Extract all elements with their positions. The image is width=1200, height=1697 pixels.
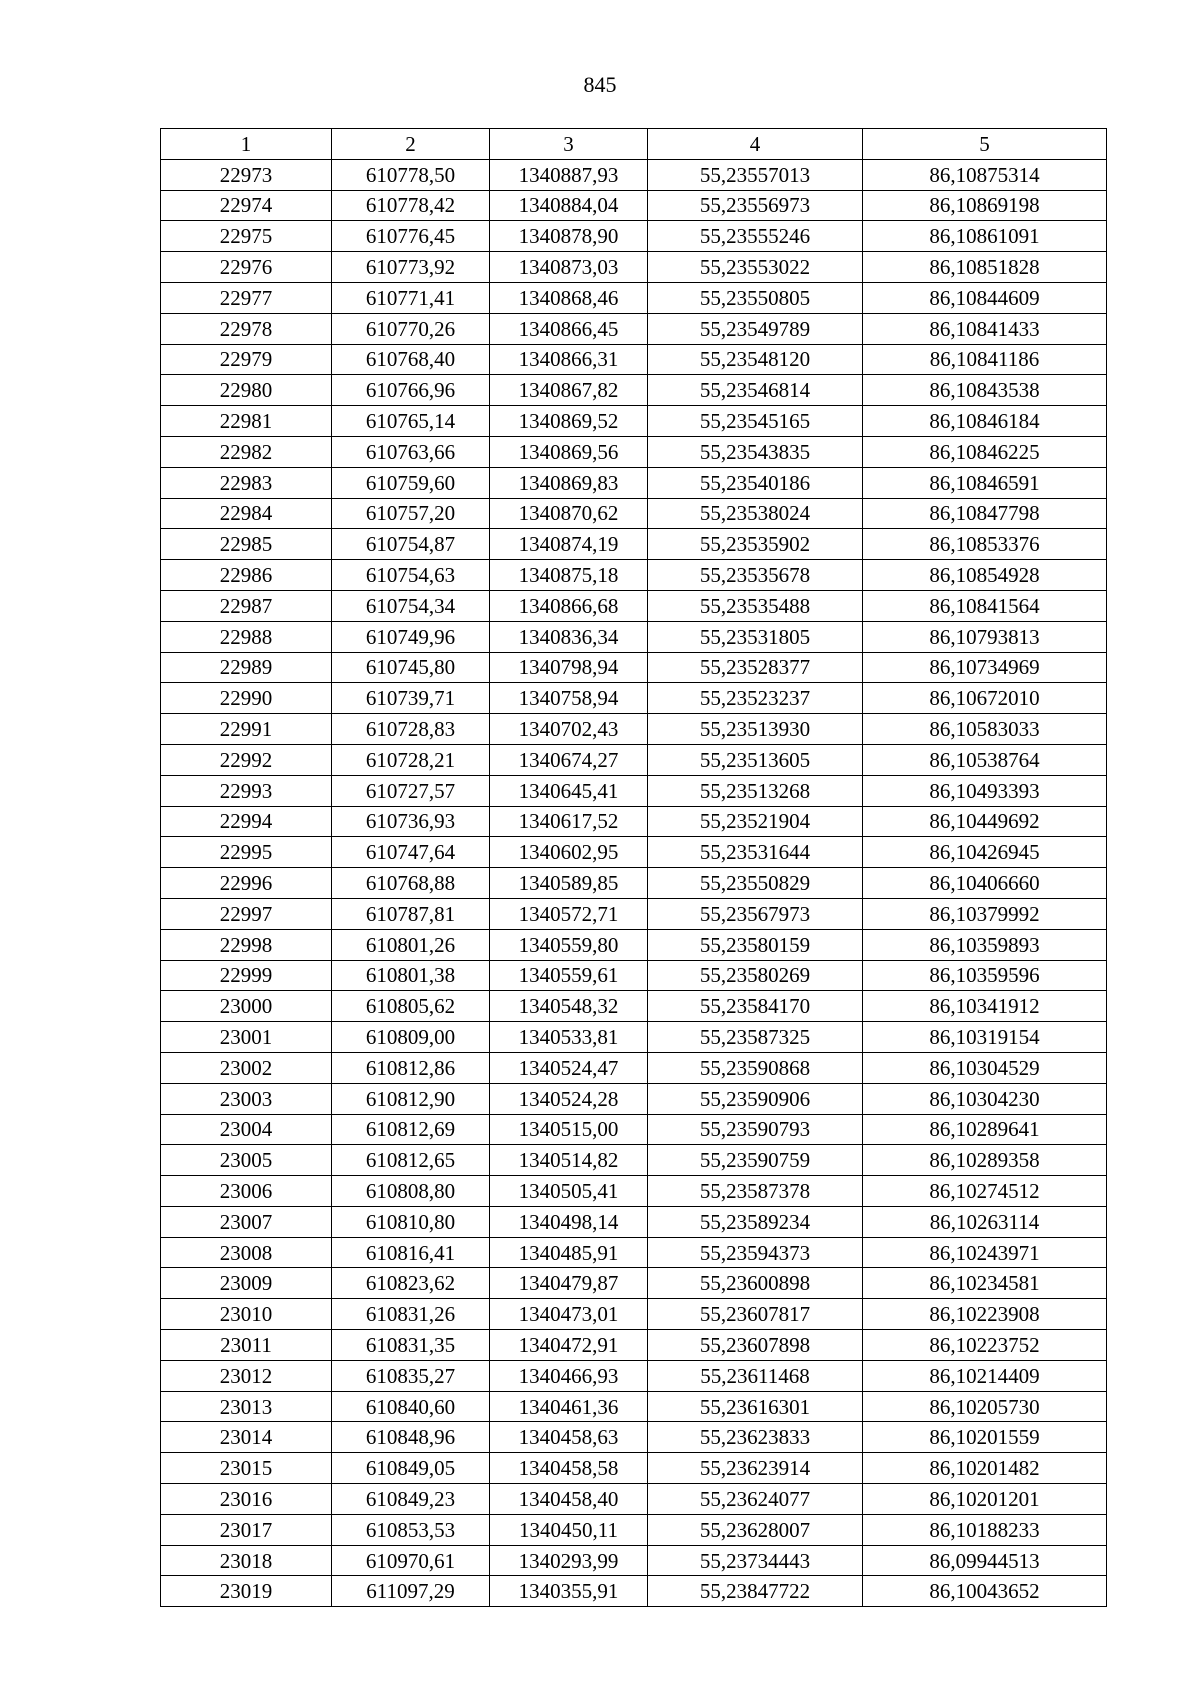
table-cell: 86,10201559: [863, 1422, 1107, 1453]
table-cell: 86,10734969: [863, 652, 1107, 683]
table-cell: 55,23580269: [648, 960, 863, 991]
table-cell: 23016: [161, 1484, 332, 1515]
table-cell: 1340293,99: [490, 1545, 648, 1576]
table-cell: 1340450,11: [490, 1514, 648, 1545]
table-cell: 86,10493393: [863, 775, 1107, 806]
table-row: [161, 590, 1107, 621]
table-cell: 610749,96: [332, 621, 490, 652]
table-cell: 86,10844609: [863, 282, 1107, 313]
table-cell: 1340466,93: [490, 1360, 648, 1391]
table-cell: 55,23531644: [648, 837, 863, 868]
column-header: 5: [863, 129, 1107, 160]
table-cell: 1340498,14: [490, 1206, 648, 1237]
table-cell: 55,23616301: [648, 1391, 863, 1422]
table-row: [161, 1422, 1107, 1453]
table-cell: 55,23548120: [648, 344, 863, 375]
column-header: 3: [490, 129, 648, 160]
table-cell: 86,10853376: [863, 529, 1107, 560]
column-header: 2: [332, 129, 490, 160]
table-cell: 86,10861091: [863, 221, 1107, 252]
table-cell: 23013: [161, 1391, 332, 1422]
table-cell: 23010: [161, 1299, 332, 1330]
table-cell: 23000: [161, 991, 332, 1022]
table-cell: 1340548,32: [490, 991, 648, 1022]
table-cell: 22980: [161, 375, 332, 406]
table-row: [161, 1052, 1107, 1083]
table-cell: 86,10846184: [863, 406, 1107, 437]
table-cell: 1340869,56: [490, 436, 648, 467]
table-cell: 610831,26: [332, 1299, 490, 1330]
table-row: [161, 1268, 1107, 1299]
table-row: [161, 1206, 1107, 1237]
table-row: [161, 1176, 1107, 1207]
table-cell: 55,23734443: [648, 1545, 863, 1576]
table-cell: 86,10851828: [863, 252, 1107, 283]
table-cell: 610768,88: [332, 868, 490, 899]
table-cell: 610770,26: [332, 313, 490, 344]
table-cell: 22989: [161, 652, 332, 683]
table-cell: 86,10201482: [863, 1453, 1107, 1484]
table-cell: 22998: [161, 929, 332, 960]
table-cell: 610849,05: [332, 1453, 490, 1484]
table-cell: 1340869,83: [490, 467, 648, 498]
table-cell: 1340572,71: [490, 898, 648, 929]
table-row: [161, 1114, 1107, 1145]
table-cell: 86,10406660: [863, 868, 1107, 899]
table-cell: 1340505,41: [490, 1176, 648, 1207]
table-cell: 1340869,52: [490, 406, 648, 437]
table-cell: 610747,64: [332, 837, 490, 868]
table-cell: 55,23590868: [648, 1052, 863, 1083]
table-cell: 610754,34: [332, 590, 490, 621]
table-row: [161, 991, 1107, 1022]
table-cell: 22976: [161, 252, 332, 283]
table-cell: 86,10846591: [863, 467, 1107, 498]
table-cell: 55,23550829: [648, 868, 863, 899]
table-row: [161, 467, 1107, 498]
table-row: [161, 1484, 1107, 1515]
table-cell: 55,23607898: [648, 1330, 863, 1361]
table-row: [161, 744, 1107, 775]
table-row: [161, 560, 1107, 591]
table-cell: 86,10359596: [863, 960, 1107, 991]
table-cell: 1340533,81: [490, 1022, 648, 1053]
table-cell: 55,23623833: [648, 1422, 863, 1453]
table-cell: 55,23590793: [648, 1114, 863, 1145]
table-cell: 22974: [161, 190, 332, 221]
table-row: [161, 1453, 1107, 1484]
table-cell: 610754,63: [332, 560, 490, 591]
table-cell: 610970,61: [332, 1545, 490, 1576]
table-cell: 55,23521904: [648, 806, 863, 837]
table-row: [161, 529, 1107, 560]
table-row: [161, 683, 1107, 714]
table-cell: 86,10234581: [863, 1268, 1107, 1299]
table-row: [161, 436, 1107, 467]
table-row: [161, 252, 1107, 283]
table-cell: 1340485,91: [490, 1237, 648, 1268]
table-cell: 86,10243971: [863, 1237, 1107, 1268]
table-cell: 86,10205730: [863, 1391, 1107, 1422]
table-cell: 1340887,93: [490, 159, 648, 190]
table-cell: 23003: [161, 1083, 332, 1114]
table-cell: 86,10274512: [863, 1176, 1107, 1207]
table-cell: 1340559,61: [490, 960, 648, 991]
table-cell: 610727,57: [332, 775, 490, 806]
table-cell: 1340875,18: [490, 560, 648, 591]
table-row: [161, 960, 1107, 991]
table-row: [161, 1545, 1107, 1576]
table-cell: 1340674,27: [490, 744, 648, 775]
table-cell: 55,23567973: [648, 898, 863, 929]
table-cell: 55,23535678: [648, 560, 863, 591]
table-cell: 1340524,28: [490, 1083, 648, 1114]
table-cell: 55,23535488: [648, 590, 863, 621]
table-row: [161, 1514, 1107, 1545]
table-cell: 55,23540186: [648, 467, 863, 498]
table-cell: 1340873,03: [490, 252, 648, 283]
table-cell: 55,23607817: [648, 1299, 863, 1330]
table-cell: 55,23623914: [648, 1453, 863, 1484]
table-cell: 1340524,47: [490, 1052, 648, 1083]
table-cell: 55,23590906: [648, 1083, 863, 1114]
table-cell: 22994: [161, 806, 332, 837]
table-row: [161, 775, 1107, 806]
table-row: [161, 837, 1107, 868]
coordinates-table: [160, 128, 1107, 1607]
table-cell: 1340836,34: [490, 621, 648, 652]
table-cell: 1340866,31: [490, 344, 648, 375]
table-cell: 610816,41: [332, 1237, 490, 1268]
table-cell: 86,10263114: [863, 1206, 1107, 1237]
table-cell: 22991: [161, 714, 332, 745]
table-cell: 55,23553022: [648, 252, 863, 283]
table-cell: 1340617,52: [490, 806, 648, 837]
table-cell: 610787,81: [332, 898, 490, 929]
table-cell: 22981: [161, 406, 332, 437]
table-cell: 22979: [161, 344, 332, 375]
table-cell: 86,10875314: [863, 159, 1107, 190]
table-cell: 86,10843538: [863, 375, 1107, 406]
table-cell: 610757,20: [332, 498, 490, 529]
table-cell: 610808,80: [332, 1176, 490, 1207]
table-cell: 610853,53: [332, 1514, 490, 1545]
table-cell: 55,23545165: [648, 406, 863, 437]
table-cell: 610823,62: [332, 1268, 490, 1299]
table-cell: 610771,41: [332, 282, 490, 313]
table-cell: 610778,42: [332, 190, 490, 221]
table-row: [161, 929, 1107, 960]
table-cell: 23011: [161, 1330, 332, 1361]
table-cell: 23014: [161, 1422, 332, 1453]
table-cell: 86,10841186: [863, 344, 1107, 375]
table-cell: 610831,35: [332, 1330, 490, 1361]
table-cell: 1340559,80: [490, 929, 648, 960]
table-cell: 55,23584170: [648, 991, 863, 1022]
table-cell: 610773,92: [332, 252, 490, 283]
table-cell: 22988: [161, 621, 332, 652]
table-cell: 86,10538764: [863, 744, 1107, 775]
table-cell: 23019: [161, 1576, 332, 1607]
table-cell: 611097,29: [332, 1576, 490, 1607]
table-cell: 1340874,19: [490, 529, 648, 560]
table-row: [161, 714, 1107, 745]
table-cell: 86,10341912: [863, 991, 1107, 1022]
table-row: [161, 898, 1107, 929]
table-row: [161, 313, 1107, 344]
table-cell: 55,23580159: [648, 929, 863, 960]
table-cell: 1340473,01: [490, 1299, 648, 1330]
table-cell: 86,10289641: [863, 1114, 1107, 1145]
table-cell: 23001: [161, 1022, 332, 1053]
table-cell: 86,10449692: [863, 806, 1107, 837]
table-cell: 55,23531805: [648, 621, 863, 652]
table-cell: 23012: [161, 1360, 332, 1391]
table-cell: 610778,50: [332, 159, 490, 190]
table-cell: 1340458,40: [490, 1484, 648, 1515]
table-cell: 610812,69: [332, 1114, 490, 1145]
table-cell: 86,10223908: [863, 1299, 1107, 1330]
table-cell: 610768,40: [332, 344, 490, 375]
table-cell: 1340472,91: [490, 1330, 648, 1361]
table-cell: 610766,96: [332, 375, 490, 406]
table-cell: 23008: [161, 1237, 332, 1268]
table-cell: 23018: [161, 1545, 332, 1576]
table-cell: 610728,83: [332, 714, 490, 745]
table-cell: 1340458,58: [490, 1453, 648, 1484]
table-cell: 1340589,85: [490, 868, 648, 899]
table-cell: 22996: [161, 868, 332, 899]
table-row: [161, 1083, 1107, 1114]
table-row: [161, 498, 1107, 529]
table-cell: 1340868,46: [490, 282, 648, 313]
table-cell: 86,10319154: [863, 1022, 1107, 1053]
table-row: [161, 868, 1107, 899]
table-cell: 1340870,62: [490, 498, 648, 529]
table-cell: 86,10359893: [863, 929, 1107, 960]
table-cell: 1340514,82: [490, 1145, 648, 1176]
table-row: [161, 406, 1107, 437]
table-cell: 86,10223752: [863, 1330, 1107, 1361]
table-cell: 22990: [161, 683, 332, 714]
table-cell: 610849,23: [332, 1484, 490, 1515]
table-cell: 610736,93: [332, 806, 490, 837]
table-cell: 55,23543835: [648, 436, 863, 467]
table-cell: 1340461,36: [490, 1391, 648, 1422]
table-cell: 55,23513268: [648, 775, 863, 806]
table-cell: 610739,71: [332, 683, 490, 714]
table-cell: 55,23594373: [648, 1237, 863, 1268]
table-cell: 22995: [161, 837, 332, 868]
table-cell: 55,23528377: [648, 652, 863, 683]
table-cell: 86,10289358: [863, 1145, 1107, 1176]
table-cell: 1340355,91: [490, 1576, 648, 1607]
table-cell: 610812,86: [332, 1052, 490, 1083]
table-cell: 22987: [161, 590, 332, 621]
table-cell: 55,23513930: [648, 714, 863, 745]
table-cell: 1340884,04: [490, 190, 648, 221]
column-header: 4: [648, 129, 863, 160]
table-cell: 55,23847722: [648, 1576, 863, 1607]
table-cell: 610812,65: [332, 1145, 490, 1176]
table-cell: 86,10841433: [863, 313, 1107, 344]
table-cell: 1340458,63: [490, 1422, 648, 1453]
table-cell: 86,10304230: [863, 1083, 1107, 1114]
table-row: [161, 221, 1107, 252]
table-cell: 22973: [161, 159, 332, 190]
table-cell: 23005: [161, 1145, 332, 1176]
table-cell: 610759,60: [332, 467, 490, 498]
table-row: [161, 1330, 1107, 1361]
table-cell: 610840,60: [332, 1391, 490, 1422]
column-header: 1: [161, 129, 332, 160]
table-row: [161, 190, 1107, 221]
table-cell: 23009: [161, 1268, 332, 1299]
table-cell: 23017: [161, 1514, 332, 1545]
table-cell: 1340645,41: [490, 775, 648, 806]
table-row: [161, 159, 1107, 190]
table-cell: 1340702,43: [490, 714, 648, 745]
table-cell: 610728,21: [332, 744, 490, 775]
table-cell: 55,23513605: [648, 744, 863, 775]
table-cell: 55,23590759: [648, 1145, 863, 1176]
table-row: [161, 1576, 1107, 1607]
table-row: [161, 1299, 1107, 1330]
table-cell: 86,10583033: [863, 714, 1107, 745]
table-cell: 610776,45: [332, 221, 490, 252]
table-cell: 23007: [161, 1206, 332, 1237]
table-cell: 23006: [161, 1176, 332, 1207]
table-cell: 22999: [161, 960, 332, 991]
table-cell: 610801,38: [332, 960, 490, 991]
table-cell: 55,23556973: [648, 190, 863, 221]
table-row: [161, 1022, 1107, 1053]
table-cell: 86,10304529: [863, 1052, 1107, 1083]
table-cell: 55,23557013: [648, 159, 863, 190]
table-cell: 86,10846225: [863, 436, 1107, 467]
table-row: [161, 806, 1107, 837]
table-cell: 23004: [161, 1114, 332, 1145]
table-cell: 86,10188233: [863, 1514, 1107, 1545]
table-cell: 86,10672010: [863, 683, 1107, 714]
table-row: [161, 652, 1107, 683]
table-cell: 55,23589234: [648, 1206, 863, 1237]
table-cell: 55,23523237: [648, 683, 863, 714]
table-cell: 22975: [161, 221, 332, 252]
page-number: 845: [583, 72, 617, 97]
table-cell: 55,23587325: [648, 1022, 863, 1053]
table-cell: 86,10847798: [863, 498, 1107, 529]
table-cell: 22985: [161, 529, 332, 560]
table-cell: 23002: [161, 1052, 332, 1083]
table-cell: 22978: [161, 313, 332, 344]
table-row: [161, 1360, 1107, 1391]
table-cell: 1340515,00: [490, 1114, 648, 1145]
table-cell: 55,23628007: [648, 1514, 863, 1545]
table-cell: 610809,00: [332, 1022, 490, 1053]
table-cell: 610801,26: [332, 929, 490, 960]
table-cell: 610805,62: [332, 991, 490, 1022]
table-cell: 22997: [161, 898, 332, 929]
table-cell: 86,10793813: [863, 621, 1107, 652]
table-row: [161, 375, 1107, 406]
table-cell: 610763,66: [332, 436, 490, 467]
table-cell: 55,23624077: [648, 1484, 863, 1515]
table-body: [161, 159, 1107, 1606]
table-cell: 1340866,68: [490, 590, 648, 621]
table-cell: 55,23587378: [648, 1176, 863, 1207]
table-cell: 55,23555246: [648, 221, 863, 252]
table-cell: 22983: [161, 467, 332, 498]
table-row: [161, 1145, 1107, 1176]
table-cell: 22982: [161, 436, 332, 467]
table-cell: 610848,96: [332, 1422, 490, 1453]
table-cell: 610745,80: [332, 652, 490, 683]
table-cell: 86,10214409: [863, 1360, 1107, 1391]
table-cell: 55,23538024: [648, 498, 863, 529]
table-cell: 22986: [161, 560, 332, 591]
table-cell: 610812,90: [332, 1083, 490, 1114]
table-cell: 86,10854928: [863, 560, 1107, 591]
table-row: [161, 621, 1107, 652]
table-row: [161, 344, 1107, 375]
table-cell: 1340866,45: [490, 313, 648, 344]
table-cell: 86,09944513: [863, 1545, 1107, 1576]
table-cell: 22977: [161, 282, 332, 313]
table-cell: 86,10379992: [863, 898, 1107, 929]
table-cell: 22992: [161, 744, 332, 775]
table-cell: 23015: [161, 1453, 332, 1484]
table-cell: 1340758,94: [490, 683, 648, 714]
table-cell: 1340602,95: [490, 837, 648, 868]
table-cell: 610835,27: [332, 1360, 490, 1391]
table-cell: 55,23549789: [648, 313, 863, 344]
table-cell: 86,10841564: [863, 590, 1107, 621]
table-cell: 86,10426945: [863, 837, 1107, 868]
table-cell: 55,23600898: [648, 1268, 863, 1299]
table-cell: 55,23611468: [648, 1360, 863, 1391]
table-row: [161, 1237, 1107, 1268]
table-cell: 86,10043652: [863, 1576, 1107, 1607]
table-header-row: [161, 129, 1107, 160]
table-cell: 22984: [161, 498, 332, 529]
table-cell: 1340867,82: [490, 375, 648, 406]
table-cell: 1340479,87: [490, 1268, 648, 1299]
table-cell: 86,10869198: [863, 190, 1107, 221]
table-cell: 55,23535902: [648, 529, 863, 560]
table-cell: 22993: [161, 775, 332, 806]
table-cell: 610754,87: [332, 529, 490, 560]
table-cell: 55,23550805: [648, 282, 863, 313]
table-cell: 610765,14: [332, 406, 490, 437]
table-row: [161, 282, 1107, 313]
table-cell: 1340798,94: [490, 652, 648, 683]
table-cell: 55,23546814: [648, 375, 863, 406]
table-cell: 86,10201201: [863, 1484, 1107, 1515]
table-cell: 1340878,90: [490, 221, 648, 252]
table-cell: 610810,80: [332, 1206, 490, 1237]
table-row: [161, 1391, 1107, 1422]
